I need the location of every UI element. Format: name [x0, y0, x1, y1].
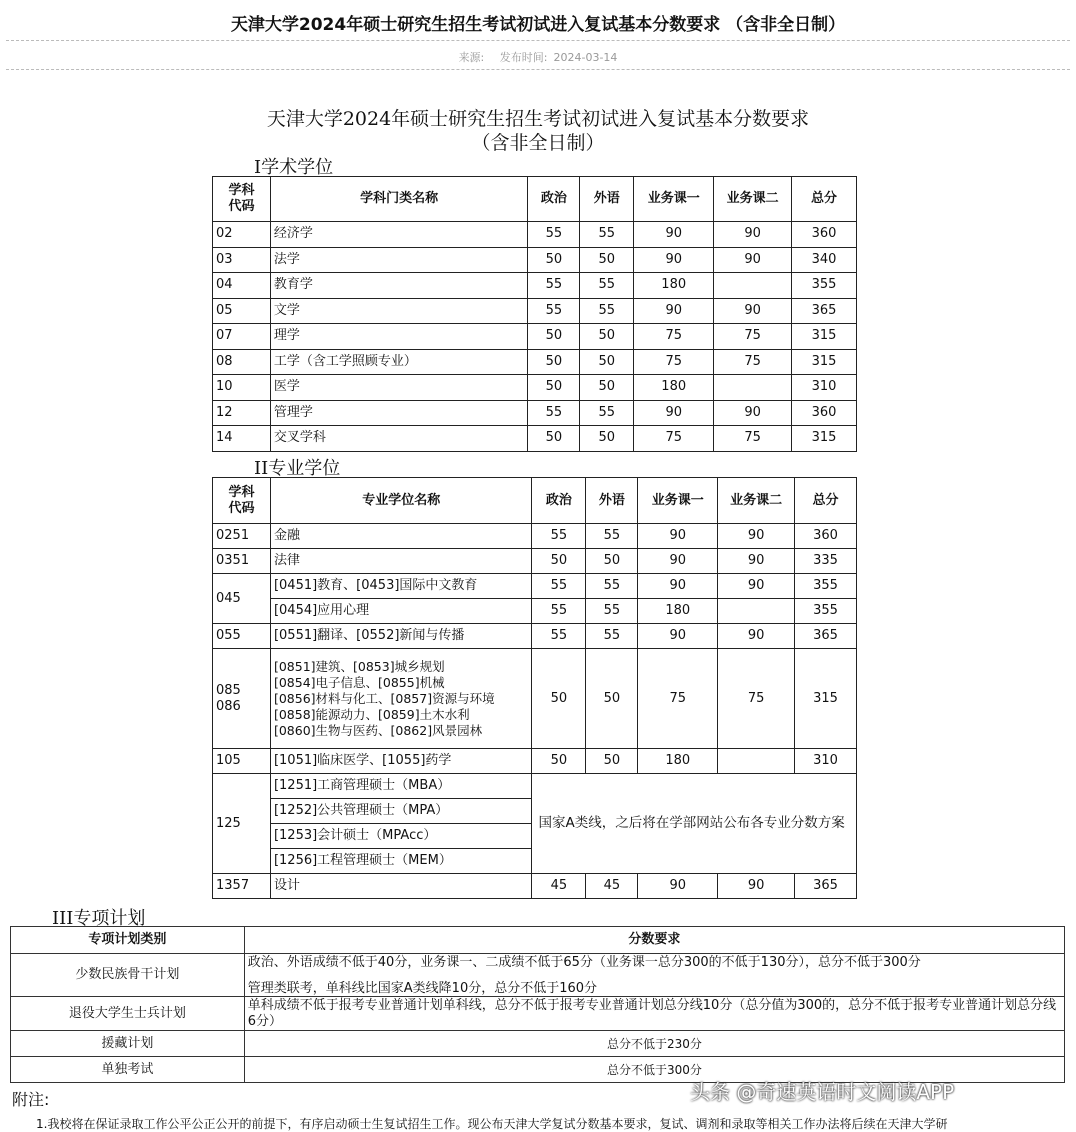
- row-language: 50: [586, 749, 638, 774]
- row-name: [0851]建筑、[0853]城乡规划 [0854]电子信息、[0855]机械 [0856]材料与化工、[0857]资源与环境 [0858]能源动力、[0859]土木水利 [0860]生物与医药、[0862]风景园林: [270, 649, 532, 749]
- row-language: 55: [580, 298, 634, 324]
- row-requirement: [244, 954, 1064, 997]
- row-code: 02: [213, 222, 271, 248]
- header-politics: 政治: [528, 177, 580, 222]
- row-course1: 90: [638, 624, 718, 649]
- row-politics: 55: [532, 574, 586, 599]
- article-meta: [0, 49, 1076, 65]
- row-course1: 90: [634, 400, 714, 426]
- row-name: [1051]临床医学、[1055]药学: [270, 749, 532, 774]
- row-politics: 45: [532, 874, 586, 899]
- row-code: 12: [213, 400, 271, 426]
- row-name: 管理学: [270, 400, 528, 426]
- row-requirement: 总分不低于300分: [244, 1057, 1064, 1083]
- row-language: 55: [580, 222, 634, 248]
- document-title: 天津大学2024年硕士研究生招生考试初试进入复试基本分数要求: [266, 108, 810, 130]
- academic-header-row: [213, 177, 857, 222]
- row-course1: 75: [634, 324, 714, 350]
- table-row: [213, 324, 857, 350]
- row-course2: 75: [714, 349, 792, 375]
- row-requirement: 单科成绩不低于报考专业普通计划单科线，总分不低于报考专业普通计划总分线10分（总分值为300的，总分不低于报考专业普通计划总分线6分）: [244, 997, 1064, 1031]
- row-requirement: 总分不低于230分: [244, 1031, 1064, 1057]
- special-table: [10, 926, 1065, 1083]
- table-row: [213, 400, 857, 426]
- row-total: 310: [795, 749, 857, 774]
- table-row: [213, 624, 857, 649]
- header-course2: 业务课二: [718, 478, 795, 524]
- header-name: 学科门类名称: [270, 177, 528, 222]
- row-course2: 75: [714, 324, 792, 350]
- row-language: 50: [586, 649, 638, 749]
- row-language: 55: [586, 574, 638, 599]
- row-code: 055: [213, 624, 271, 649]
- row-course2: 90: [718, 874, 795, 899]
- table-row: [213, 524, 857, 549]
- row-language: 50: [580, 324, 634, 350]
- row-name: [1252]公共管理硕士（MPA）: [270, 799, 532, 824]
- table-row: [213, 749, 857, 774]
- header-code: 学科 代码: [213, 177, 271, 222]
- row-politics: 50: [532, 649, 586, 749]
- row-language: 55: [586, 524, 638, 549]
- section-professional-title: II专业学位: [254, 458, 341, 479]
- row-total: 360: [792, 400, 857, 426]
- row-total: 335: [795, 549, 857, 574]
- section-special-title: III专项计划: [52, 908, 146, 929]
- row-total: 365: [792, 298, 857, 324]
- row-course2: 90: [718, 574, 795, 599]
- row-total: 310: [792, 375, 857, 401]
- row-code: 105: [213, 749, 271, 774]
- note-item: 1.我校将在保证录取工作公平公正公开的前提下，有序启动硕士生复试招生工作。现公布天津大学复试分数基本要求，复试、调剂和录取等相关工作办法将后续在天津大学研: [36, 1117, 948, 1131]
- row-total: 365: [795, 874, 857, 899]
- row-politics: 50: [528, 324, 580, 350]
- row-course2: 90: [714, 222, 792, 248]
- row-code: 05: [213, 298, 271, 324]
- table-row: [213, 349, 857, 375]
- source-label: 来源:: [458, 51, 485, 64]
- row-language: 50: [586, 549, 638, 574]
- table-row: [213, 375, 857, 401]
- publish-label: 发布时间:: [499, 51, 548, 64]
- row-politics: 50: [532, 749, 586, 774]
- row-code: 10: [213, 375, 271, 401]
- row-name: [0551]翻译、[0552]新闻与传播: [270, 624, 532, 649]
- row-total: 355: [795, 599, 857, 624]
- row-politics: 55: [532, 624, 586, 649]
- row-course1: 90: [634, 222, 714, 248]
- header-category: 专项计划类别: [11, 927, 245, 954]
- header-politics: 政治: [532, 478, 586, 524]
- document-subtitle: （含非全日制）: [471, 132, 605, 154]
- row-name: 金融: [270, 524, 532, 549]
- row-course2: 90: [714, 298, 792, 324]
- table-row: [213, 549, 857, 574]
- row-politics: 55: [528, 400, 580, 426]
- row-language: 55: [586, 624, 638, 649]
- table-row: [213, 426, 857, 452]
- academic-table: [212, 176, 857, 452]
- row-category: 少数民族骨干计划: [11, 954, 245, 997]
- header-language: 外语: [586, 478, 638, 524]
- row-code: 0351: [213, 549, 271, 574]
- row-name: [0454]应用心理: [270, 599, 532, 624]
- row-politics: 55: [532, 524, 586, 549]
- row-course2: 75: [718, 649, 795, 749]
- row-name: 理学: [270, 324, 528, 350]
- row-name: 教育学: [270, 273, 528, 299]
- row-language: 55: [586, 599, 638, 624]
- row-code: 125: [213, 774, 271, 874]
- table-row: [213, 273, 857, 299]
- table-row: [213, 599, 857, 624]
- row-course2: 90: [714, 247, 792, 273]
- row-course2: [714, 375, 792, 401]
- row-note: 国家A类线，之后将在学部网站公布各专业分数方案: [532, 774, 857, 874]
- page-title: 天津大学2024年硕士研究生招生考试初试进入复试基本分数要求 （含非全日制）: [230, 15, 846, 35]
- row-course2: 75: [714, 426, 792, 452]
- row-code: 08: [213, 349, 271, 375]
- row-course2: [718, 749, 795, 774]
- row-code: 03: [213, 247, 271, 273]
- row-politics: 50: [528, 349, 580, 375]
- table-row: [213, 649, 857, 749]
- row-politics: 50: [528, 375, 580, 401]
- row-language: 45: [586, 874, 638, 899]
- row-name: [1256]工程管理硕士（MEM）: [270, 849, 532, 874]
- row-total: 360: [795, 524, 857, 549]
- row-politics: 50: [528, 426, 580, 452]
- row-category: 援藏计划: [11, 1031, 245, 1057]
- row-name: [1253]会计硕士（MPAcc）: [270, 824, 532, 849]
- table-row: [213, 874, 857, 899]
- row-course1: 90: [638, 874, 718, 899]
- table-row: [11, 1031, 1065, 1057]
- requirement-line: 管理类联考，单科线比国家A类线降10分，总分不低于160分: [247, 981, 598, 996]
- row-course2: 90: [718, 624, 795, 649]
- row-politics: 55: [528, 298, 580, 324]
- row-course1: 180: [638, 599, 718, 624]
- row-category: 单独考试: [11, 1057, 245, 1083]
- row-course2: 90: [718, 549, 795, 574]
- row-language: 50: [580, 247, 634, 273]
- divider: [6, 69, 1070, 70]
- row-course2: [718, 599, 795, 624]
- row-course2: 90: [718, 524, 795, 549]
- section-academic-title: I学术学位: [254, 157, 334, 178]
- header-language: 外语: [580, 177, 634, 222]
- row-total: 360: [792, 222, 857, 248]
- table-row: [213, 774, 857, 799]
- row-course1: 75: [634, 349, 714, 375]
- row-name: 法学: [270, 247, 528, 273]
- row-code: 14: [213, 426, 271, 452]
- row-name: 经济学: [270, 222, 528, 248]
- row-total: 315: [792, 349, 857, 375]
- row-code: 04: [213, 273, 271, 299]
- row-politics: 50: [528, 247, 580, 273]
- table-row: [213, 298, 857, 324]
- professional-table: [212, 477, 857, 899]
- row-politics: 55: [528, 273, 580, 299]
- row-name: 文学: [270, 298, 528, 324]
- header-course1: 业务课一: [638, 478, 718, 524]
- row-total: 365: [795, 624, 857, 649]
- row-name: 医学: [270, 375, 528, 401]
- row-code: 045: [213, 574, 271, 624]
- notes-label: 附注:: [12, 1090, 50, 1109]
- row-course1: 90: [638, 574, 718, 599]
- row-name: 交叉学科: [270, 426, 528, 452]
- row-language: 50: [580, 426, 634, 452]
- publish-date: 2024-03-14: [553, 51, 618, 64]
- header-total: 总分: [795, 478, 857, 524]
- professional-header-row: [213, 478, 857, 524]
- header-requirement: 分数要求: [244, 927, 1064, 954]
- row-name: 法律: [270, 549, 532, 574]
- row-total: 340: [792, 247, 857, 273]
- header-course1: 业务课一: [634, 177, 714, 222]
- header-course2: 业务课二: [714, 177, 792, 222]
- row-course1: 75: [638, 649, 718, 749]
- table-row: [213, 247, 857, 273]
- watermark: 头条 @奇速英语时文阅读APP: [690, 1080, 955, 1104]
- row-course2: 90: [714, 400, 792, 426]
- row-name: [0451]教育、[0453]国际中文教育: [270, 574, 532, 599]
- row-course2: [714, 273, 792, 299]
- row-language: 50: [580, 349, 634, 375]
- table-row: [213, 222, 857, 248]
- header-code: 学科 代码: [213, 478, 271, 524]
- row-code: 085 086: [213, 649, 271, 749]
- row-name: 工学（含工学照顾专业）: [270, 349, 528, 375]
- row-course1: 90: [638, 549, 718, 574]
- row-course1: 180: [634, 273, 714, 299]
- row-code: 1357: [213, 874, 271, 899]
- row-course1: 90: [634, 247, 714, 273]
- row-politics: 55: [528, 222, 580, 248]
- row-course1: 75: [634, 426, 714, 452]
- table-row: [213, 574, 857, 599]
- requirement-line: 政治、外语成绩不低于40分，业务课一、二成绩不低于65分（业务课一总分300的不低于130分），总分不低于300分: [247, 955, 921, 970]
- row-name: [1251]工商管理硕士（MBA）: [270, 774, 532, 799]
- row-language: 55: [580, 273, 634, 299]
- row-course1: 90: [634, 298, 714, 324]
- header-total: 总分: [792, 177, 857, 222]
- row-language: 50: [580, 375, 634, 401]
- row-total: 315: [795, 649, 857, 749]
- row-category: 退役大学生士兵计划: [11, 997, 245, 1031]
- table-row: [11, 997, 1065, 1031]
- row-name: 设计: [270, 874, 532, 899]
- row-course1: 180: [638, 749, 718, 774]
- row-course1: 90: [638, 524, 718, 549]
- table-row: [11, 954, 1065, 997]
- row-course1: 180: [634, 375, 714, 401]
- special-header-row: [11, 927, 1065, 954]
- row-total: 355: [792, 273, 857, 299]
- divider: [6, 40, 1070, 41]
- row-total: 315: [792, 324, 857, 350]
- row-code: 07: [213, 324, 271, 350]
- row-code: 0251: [213, 524, 271, 549]
- row-total: 315: [792, 426, 857, 452]
- row-politics: 50: [532, 549, 586, 574]
- row-total: 355: [795, 574, 857, 599]
- row-language: 55: [580, 400, 634, 426]
- row-politics: 55: [532, 599, 586, 624]
- header-name: 专业学位名称: [270, 478, 532, 524]
